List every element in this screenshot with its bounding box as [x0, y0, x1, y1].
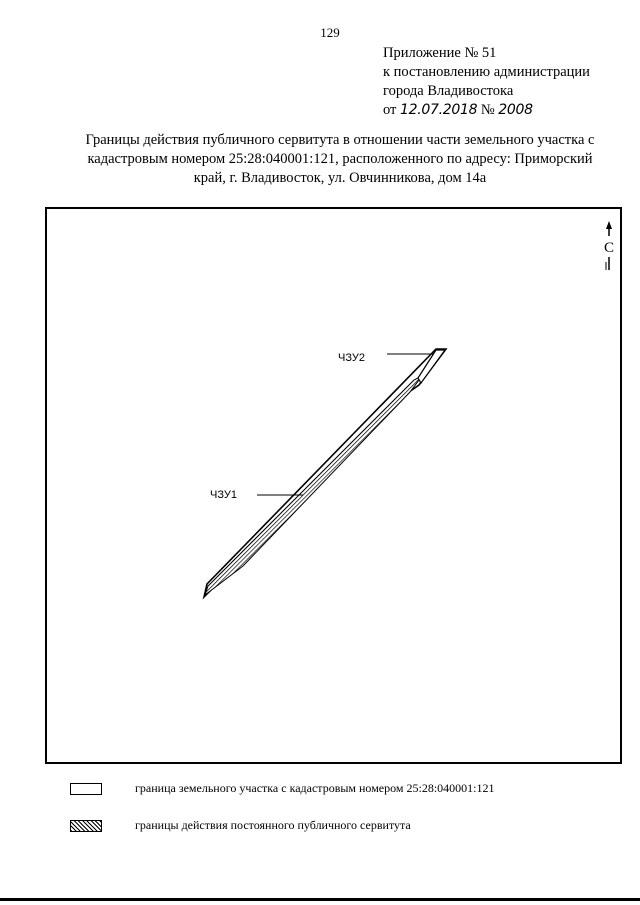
annex-city: города Владивостока: [383, 83, 514, 99]
title-line-3: край, г. Владивосток, ул. Овчинникова, дом 14а: [193, 170, 487, 186]
page-bottom-border: [0, 898, 640, 901]
annex-date: 12.07.2018: [400, 102, 478, 118]
label-part2: ЧЗУ2: [338, 352, 365, 364]
page-number: 129: [320, 25, 340, 40]
annex-resolution: к постановлению администрации: [383, 64, 590, 80]
annex-number: 2008: [498, 102, 533, 118]
annex-from-label: от: [383, 102, 397, 118]
legend-text-parcel: граница земельного участка с кадастровым номером 25:28:040001:121: [135, 781, 495, 795]
easement-strip: [205, 376, 422, 595]
north-label: С: [603, 240, 615, 256]
legend-text-easement: границы действия постоянного публичного сервитута: [135, 818, 411, 832]
north-arrow: [604, 221, 614, 270]
annex-title: Приложение № 51: [383, 45, 497, 61]
title-line-1: Границы действия публичного сервитута в отношении части земельного участка с: [85, 132, 595, 148]
label-part1: ЧЗУ1: [210, 489, 237, 501]
title-line-2: кадастровым номером 25:28:040001:121, расположенного по адресу: Приморский: [87, 151, 593, 167]
annex-number-label: №: [480, 102, 495, 118]
